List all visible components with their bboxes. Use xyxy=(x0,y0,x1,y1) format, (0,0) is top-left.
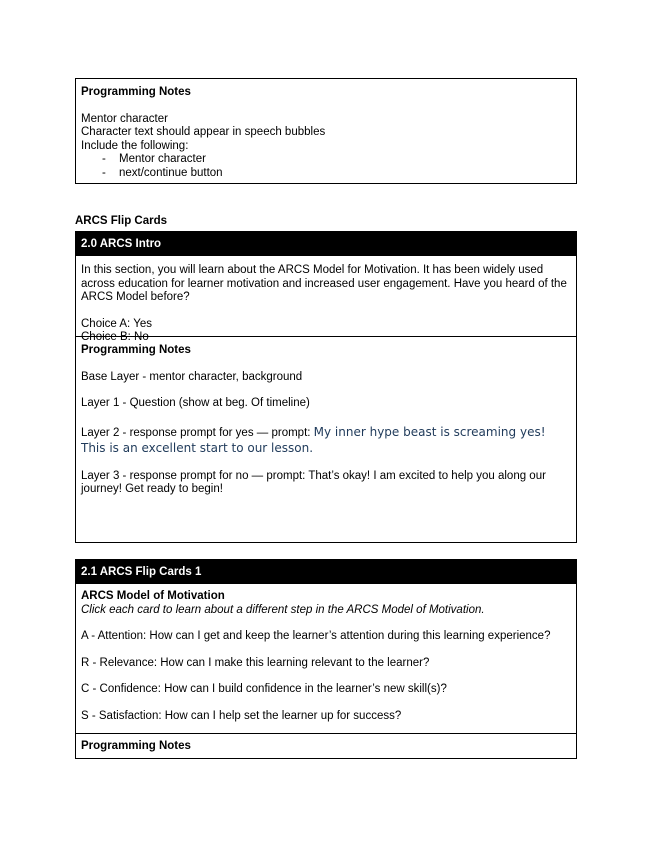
layer2-prefix: Layer 2 - response prompt for yes — prompt: xyxy=(81,426,314,439)
programming-notes-cell xyxy=(76,79,576,186)
satisfaction-item: S - Satisfaction: How can I help set the learner up for success? xyxy=(81,709,402,722)
note-line: Character text should appear in speech bubbles xyxy=(81,126,326,138)
layer1-note: Layer 1 - Question (show at beg. Of timeline) xyxy=(81,397,310,409)
flip-notes-title: Programming Notes xyxy=(81,740,191,752)
intro-header: 2.0 ARCS Intro xyxy=(76,232,576,256)
choice-a: Choice A: Yes xyxy=(81,317,152,330)
bullet-item: - Mentor character xyxy=(81,153,570,167)
note-line: Mentor character xyxy=(81,112,168,125)
layer2-quote: My inner hype beast is screaming yes! This is an excellent start to our lesson. xyxy=(81,424,546,455)
section-heading: ARCS Flip Cards xyxy=(75,215,168,227)
base-layer-note: Base Layer - mentor character, background xyxy=(81,370,303,383)
confidence-item: C - Confidence: How can I build confidence in the learner’s new skill(s)? xyxy=(81,683,447,695)
arcs-intro-table xyxy=(75,231,577,543)
flip-header: 2.1 ARCS Flip Cards 1 xyxy=(76,560,576,584)
programming-notes-title: Programming Notes xyxy=(81,86,191,98)
flip-instruction: Click each card to learn about a different step in the ARCS Model of Motivation. xyxy=(81,603,485,616)
intro-question-cell xyxy=(76,256,576,343)
note-line: Include the following: xyxy=(81,139,189,152)
flip-content-cell xyxy=(76,584,576,733)
flip-title: ARCS Model of Motivation xyxy=(81,590,225,602)
layer3-note: Layer 3 - response prompt for no — prompt: That’s okay! I am excited to help you along our journey! Get ready to begin! xyxy=(81,469,546,495)
bullet-item: - next/continue button xyxy=(81,167,570,181)
layer2-note xyxy=(81,424,570,457)
relevance-item: R - Relevance: How can I make this learning relevant to the learner? xyxy=(81,656,430,669)
intro-notes-title: Programming Notes xyxy=(81,344,191,356)
programming-notes-table xyxy=(75,78,577,184)
intro-body: In this section, you will learn about the ARCS Model for Motivation. It has been widely used across education for learner motivation and increased user engagement. Have you heard of the ARCS Model before? xyxy=(81,264,567,303)
flip-notes-cell xyxy=(76,733,576,760)
notes-bullet-list xyxy=(81,153,570,180)
choice-b: Choice B: No xyxy=(81,331,149,343)
attention-item: A - Attention: How can I get and keep the learner’s attention during this learning experience? xyxy=(81,630,551,642)
arcs-flip-cards-table xyxy=(75,559,577,759)
intro-notes-cell xyxy=(76,336,576,503)
